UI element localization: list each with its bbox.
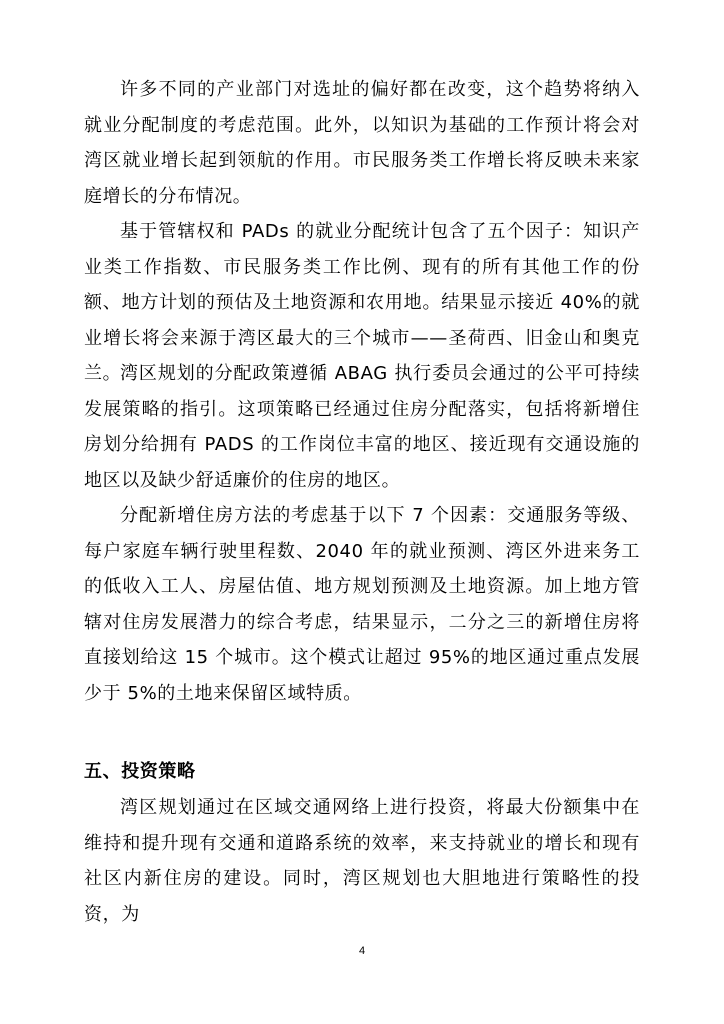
section-heading-investment-strategy: 五、投资策略 bbox=[84, 761, 196, 782]
paragraph-job-location-trends: 许多不同的产业部门对选址的偏好都在改变，这个趋势将纳入就业分配制度的考虑范围。此外，以知识为基础的工作预计将会对湾区就业增长起到领航的作用。市民服务类工作增长将反映未来家庭增长的分布情况。 bbox=[84, 79, 640, 207]
page-number: 4 bbox=[358, 945, 366, 957]
paragraph-allocation-policy: 湾区规划的分配政策遵循 ABAG 执行委员会通过的公平可持续发展策略的指引。这项策略已经通过住房分配落实，包括将新增住房划分给拥有 PADS 的工作岗位丰富的地区、接近现有交通设施的地区以及缺少舒适廉价的住房的地区。 bbox=[84, 363, 640, 491]
paragraph-housing-allocation: 分配新增住房方法的考虑基于以下 7 个因素：交通服务等级、每户家庭车辆行驶里程数、2040 年的就业预测、湾区外进来务工的低收入工人、房屋估值、地方规划预测及土地资源。加上地方管辖对住房发展潜力的综合考虑，结果显示，二分之三的新增住房将直接划给这 15 个城市。这个模式让超过 95%的地区通过重点发展少于 5%的土地来保留区域特质。 bbox=[84, 505, 640, 704]
paragraph-investment-strategy: 湾区规划通过在区域交通网络上进行投资，将最大份额集中在维持和提升现有交通和道路系统的效率，来支持就业的增长和现有社区内新住房的建设。同时，湾区规划也大胆地进行策略性的投资，为 bbox=[84, 797, 640, 925]
paragraph-employment-allocation: 基于管辖权和 PADs 的就业分配统计包含了五个因子：知识产业类工作指数、市民服务类工作比例、现有的所有其他工作的份额、地方计划的预估及土地资源和农用地。结果显示接近 40%的就业增长将会来源于湾区最大的三个城市——圣荷西、旧金山和奥克兰。 bbox=[84, 221, 640, 384]
